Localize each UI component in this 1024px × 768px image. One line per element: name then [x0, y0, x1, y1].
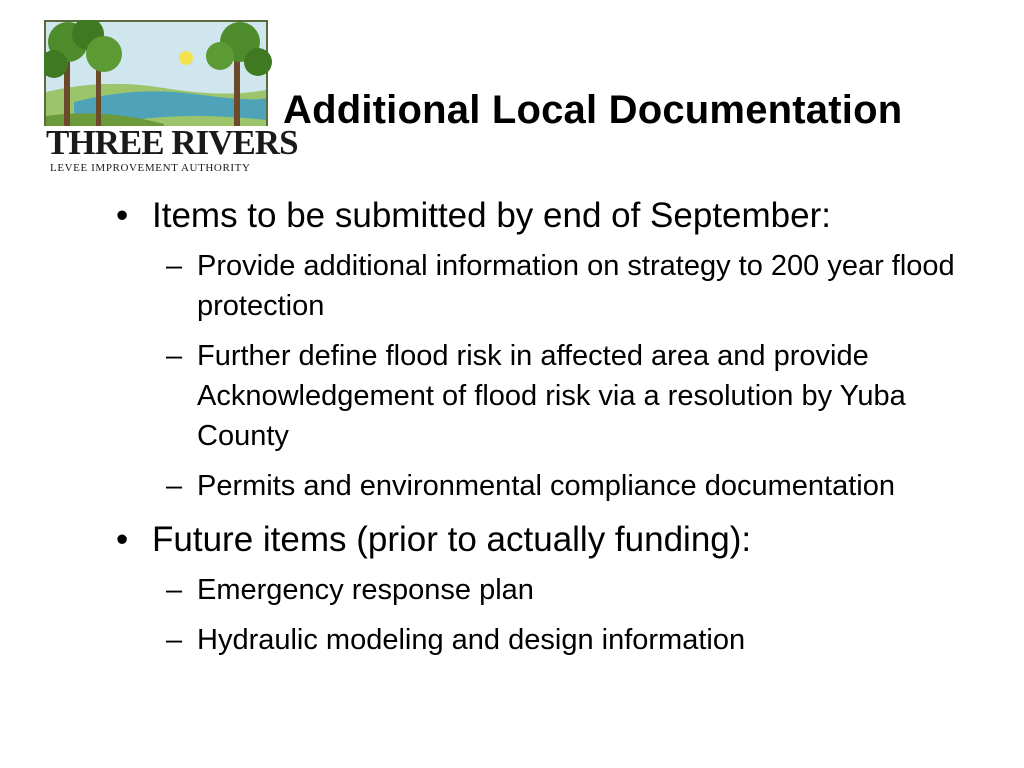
- slide-title: Additional Local Documentation: [283, 88, 903, 132]
- dash-marker: –: [166, 250, 183, 282]
- sub-item: [110, 620, 970, 660]
- sub-list: [110, 246, 970, 506]
- sub-item: [110, 466, 970, 506]
- sub-text: Emergency response plan: [197, 574, 534, 606]
- sub-item: [110, 246, 970, 326]
- sub-text: Further define flood risk in affected area and provide Acknowledgement of flood risk via a resolution by Yuba County: [197, 340, 906, 452]
- dash-marker: –: [166, 340, 183, 372]
- bullet-item: [110, 520, 970, 560]
- sub-text: Hydraulic modeling and design information: [197, 624, 746, 656]
- dash-marker: –: [166, 574, 183, 606]
- sub-item: [110, 570, 970, 610]
- bullet-marker: •: [116, 196, 129, 235]
- sub-list: [110, 570, 970, 660]
- three-rivers-logo: [44, 20, 298, 180]
- bullet-text: Items to be submitted by end of September:: [152, 196, 831, 235]
- bullet-text: Future items (prior to actually funding):: [152, 520, 752, 559]
- logo-name: THREE RIVERS: [46, 123, 298, 162]
- bullet-marker: •: [116, 520, 129, 559]
- dash-marker: –: [166, 470, 183, 502]
- sub-text: Permits and environmental compliance documentation: [197, 470, 895, 502]
- dash-marker: –: [166, 624, 183, 656]
- logo-tagline: LEVEE IMPROVEMENT AUTHORITY: [50, 162, 251, 174]
- slide-body: [110, 196, 970, 670]
- sub-text: Provide additional information on strategy to 200 year flood protection: [197, 250, 955, 322]
- sub-item: [110, 336, 970, 456]
- bullet-item: [110, 196, 970, 236]
